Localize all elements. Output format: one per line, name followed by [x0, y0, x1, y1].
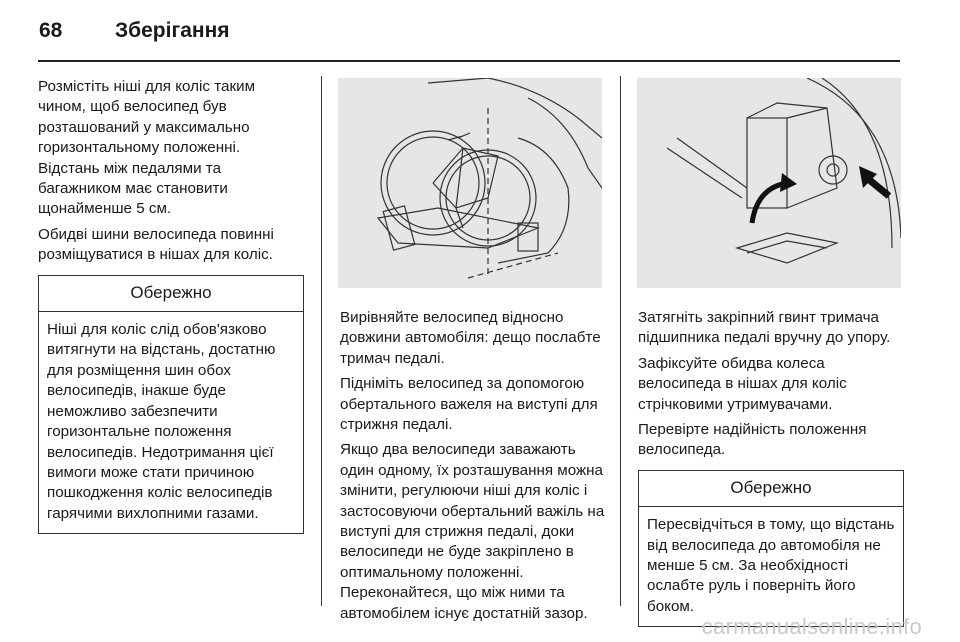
paragraph: Обидві шини велосипеда повинні розміщуватися в нішах для коліс. [38, 225, 274, 264]
column-1 [38, 77, 304, 534]
caution-title: Обережно [39, 276, 303, 312]
caution-box [638, 470, 904, 627]
paragraph: Підніміть велосипед за допомогою обертального важеля на виступі для стрижня педалі. [340, 375, 598, 434]
bike-carrier-drawing [338, 78, 602, 288]
caution-text: Пересвідчіться в тому, що відстань від велосипеда до автомобіля не менше 5 см. За необхідності ослабте руль і поверніть його боком. [647, 516, 895, 615]
bike-carrier-illustration [338, 78, 602, 288]
paragraph: Якщо два велосипеди заважають один одному, їх розташування можна змінити, регулюючи ніші для коліс і застосовуючи обертальний важіль на виступі для стрижня педалі, доки велосипеди не буде закріплено в оптимальному положенні. Переконайтеся, що між ними та автомобілем існує достатній зазор. [340, 441, 605, 622]
page-number: 68 [39, 19, 63, 42]
paragraph: Розмістіть ніші для коліс таким чином, щоб велосипед був розташований у максимально горизонтальному положенні. Відстань між педалями та багажником має становити щонайменше 5 см. [38, 78, 256, 218]
paragraph: Зафіксуйте обидва колеса велосипеда в нішах для коліс стрічковими утримувачами. [638, 354, 847, 413]
paragraph: Перевірте надійність положення велосипеда. [638, 421, 867, 459]
column-3 [638, 308, 904, 627]
caution-title: Обережно [639, 471, 903, 507]
paragraph: Затягніть закріпний гвинт тримача підшипника педалі вручну до упору. [638, 309, 891, 347]
column-divider-1 [321, 76, 322, 606]
page-title: Зберігання [115, 19, 230, 42]
header-divider [38, 60, 900, 62]
column-divider-2 [620, 76, 621, 606]
caution-box [38, 275, 304, 534]
watermark: carmanualsonline.info [701, 614, 922, 639]
pedal-holder-drawing [637, 78, 901, 288]
paragraph: Вирівняйте велосипед відносно довжини автомобіля: дещо послабте тримач педалі. [340, 309, 601, 367]
column-2 [340, 308, 606, 629]
pedal-holder-illustration [637, 78, 901, 288]
caution-text: Ніші для коліс слід обов'язково витягнути на відстань, достатню для розміщення шин обох велосипедів, інакше буде неможливо забезпечити горизонтальне положення велосипедів. Недотримання цієї вимоги може стати причиною пошкодження коліс велосипедів гарячими вихлопними газами. [47, 321, 276, 522]
